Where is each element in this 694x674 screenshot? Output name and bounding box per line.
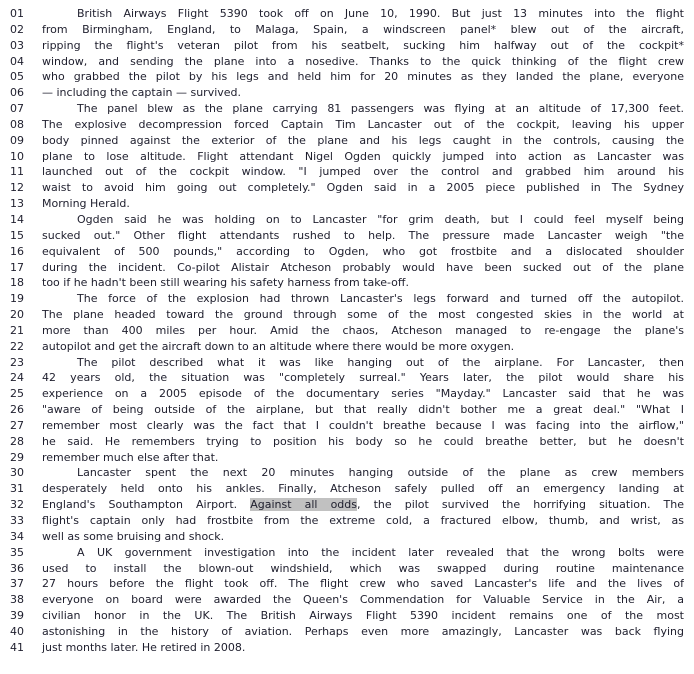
line-text bbox=[42, 244, 684, 260]
line-number: 27 bbox=[10, 418, 24, 432]
text-line bbox=[10, 624, 684, 640]
line-number: 02 bbox=[10, 22, 24, 36]
line-number: 08 bbox=[10, 117, 24, 131]
text-line bbox=[10, 101, 684, 117]
line-text bbox=[42, 164, 684, 180]
line-text bbox=[42, 180, 684, 196]
line-text bbox=[42, 370, 684, 386]
text-segment: just months later. He retired in 2008. bbox=[42, 640, 246, 654]
line-text bbox=[42, 54, 684, 70]
text-line bbox=[10, 54, 684, 70]
text-segment: 42 years old, the situation was "completely surreal." Years later, the pilot would share his bbox=[42, 371, 684, 385]
text-line bbox=[10, 434, 684, 450]
text-segment: body pinned against the exterior of the plane and his legs caught in the controls, causing the bbox=[42, 133, 684, 147]
text-line bbox=[10, 180, 684, 196]
line-text bbox=[42, 450, 684, 466]
line-number: 22 bbox=[10, 339, 24, 353]
text-line bbox=[10, 38, 684, 54]
line-text bbox=[42, 434, 684, 450]
line-text bbox=[42, 323, 684, 339]
text-line bbox=[10, 69, 684, 85]
line-number: 07 bbox=[10, 102, 24, 116]
text-segment: from Birmingham, England, to Malaga, Spain, a windscreen panel* blew out of the aircraft, bbox=[42, 22, 684, 36]
text-line bbox=[10, 133, 684, 149]
line-number: 35 bbox=[10, 545, 24, 559]
line-text bbox=[42, 275, 684, 291]
text-line bbox=[10, 529, 684, 545]
text-segment: The force of the explosion had thrown Lancaster's legs forward and turned off the autopilot. bbox=[77, 292, 684, 306]
text-segment: used to install the blown-out windshield, which was swapped during routine maintenance bbox=[42, 561, 684, 575]
line-text bbox=[42, 592, 684, 608]
text-segment: civilian honor in the UK. The British Airways Flight 5390 incident remains one of the most bbox=[42, 609, 684, 623]
line-text bbox=[42, 85, 684, 101]
line-number: 39 bbox=[10, 609, 24, 623]
line-number: 06 bbox=[10, 86, 24, 100]
line-number: 41 bbox=[10, 640, 24, 654]
line-number: 15 bbox=[10, 228, 24, 242]
text-line bbox=[10, 339, 684, 355]
line-text bbox=[42, 6, 684, 22]
text-line bbox=[10, 465, 684, 481]
line-number: 24 bbox=[10, 371, 24, 385]
text-segment: sucked out." Other flight attendants rushed to help. The pressure made Lancaster weigh "the bbox=[42, 228, 684, 242]
text-segment: window, and sending the plane into a nosedive. Thanks to the quick thinking of the flight crew bbox=[42, 54, 684, 68]
line-text bbox=[42, 212, 684, 228]
text-line bbox=[10, 576, 684, 592]
line-text bbox=[42, 117, 684, 133]
text-line bbox=[10, 386, 684, 402]
text-segment: everyone on board were awarded the Queen's Commendation for Valuable Service in the Air, a bbox=[42, 593, 684, 607]
text-line bbox=[10, 355, 684, 371]
line-text bbox=[42, 465, 684, 481]
text-line bbox=[10, 323, 684, 339]
line-number: 10 bbox=[10, 149, 24, 163]
text-segment: The explosive decompression forced Captain Tim Lancaster out of the cockpit, leaving his upper bbox=[42, 117, 684, 131]
line-number: 21 bbox=[10, 323, 24, 337]
text-segment: he said. He remembers trying to position his body so he could breathe better, but he doesn't bbox=[42, 434, 684, 448]
text-segment: remember most clearly was the fact that I couldn't breathe because I was facing into the airflow," bbox=[42, 418, 684, 432]
text-line bbox=[10, 6, 684, 22]
line-number: 37 bbox=[10, 577, 24, 591]
text-segment: autopilot and get the aircraft down to an altitude where there would be more oxygen. bbox=[42, 339, 515, 353]
line-number: 31 bbox=[10, 482, 24, 496]
line-number: 19 bbox=[10, 292, 24, 306]
line-text bbox=[42, 561, 684, 577]
text-segment: equivalent of 500 pounds," according to Ogden, who got frostbite and a dislocated shoulder bbox=[42, 244, 684, 258]
text-segment: Ogden said he was holding on to Lancaster "for grim death, but I could feel myself being bbox=[77, 212, 684, 226]
line-text bbox=[42, 196, 684, 212]
line-number: 23 bbox=[10, 355, 24, 369]
text-segment: plane to lose altitude. Flight attendant Nigel Ogden quickly jumped into action as Lancaster was bbox=[42, 149, 684, 163]
line-number: 05 bbox=[10, 70, 24, 84]
line-number: 36 bbox=[10, 561, 24, 575]
text-segment: The pilot described what it was like hanging out of the airplane. For Lancaster, then bbox=[77, 355, 684, 369]
line-number: 11 bbox=[10, 165, 24, 179]
text-segment: "aware of being outside of the airplane, but that really didn't bother me a great deal." "What I bbox=[42, 403, 684, 417]
text-line bbox=[10, 260, 684, 276]
line-text bbox=[42, 386, 684, 402]
line-number: 32 bbox=[10, 498, 24, 512]
line-text bbox=[42, 228, 684, 244]
text-segment: astonishing in the history of aviation. Perhaps even more amazingly, Lancaster was back flying bbox=[42, 624, 684, 638]
line-text bbox=[42, 307, 684, 323]
text-segment: experience on a 2005 episode of the documentary series "Mayday." Lancaster said that he was bbox=[42, 387, 684, 401]
text-line bbox=[10, 291, 684, 307]
line-text bbox=[42, 624, 684, 640]
line-text bbox=[42, 149, 684, 165]
text-segment: British Airways Flight 5390 took off on June 10, 1990. But just 13 minutes into the flight bbox=[77, 7, 684, 20]
line-text bbox=[42, 355, 684, 371]
line-text bbox=[42, 529, 684, 545]
text-line bbox=[10, 370, 684, 386]
text-segment: waist to avoid him going out completely." Ogden said in a 2005 piece published in The Sydney bbox=[42, 181, 684, 195]
text-segment: during the incident. Co-pilot Alistair Atcheson probably would have been sucked out of the plane bbox=[42, 260, 684, 274]
line-text bbox=[42, 576, 684, 592]
line-number: 04 bbox=[10, 54, 24, 68]
line-number: 28 bbox=[10, 434, 24, 448]
text-line bbox=[10, 228, 684, 244]
text-segment: 27 hours before the flight took off. The flight crew who saved Lancaster's life and the lives of bbox=[42, 577, 684, 591]
text-segment: launched out of the cockpit window. "I jumped over the control and grabbed him around his bbox=[42, 165, 684, 179]
text-segment: flight's captain only had frostbite from the extreme cold, a fractured elbow, thumb, and wrist, as bbox=[42, 514, 684, 527]
line-text bbox=[42, 69, 684, 85]
text-line bbox=[10, 149, 684, 165]
line-number: 16 bbox=[10, 244, 24, 258]
line-text bbox=[42, 22, 684, 38]
line-number: 40 bbox=[10, 624, 24, 638]
line-text bbox=[42, 481, 684, 497]
text-line bbox=[10, 212, 684, 228]
text-segment: A UK government investigation into the incident later revealed that the wrong bolts were bbox=[77, 545, 684, 559]
text-line bbox=[10, 402, 684, 418]
line-text bbox=[42, 339, 684, 355]
document-body bbox=[10, 6, 684, 656]
text-segment: more than 400 miles per hour. Amid the chaos, Atcheson managed to re-engage the plane's bbox=[42, 323, 684, 337]
text-line bbox=[10, 497, 684, 513]
text-line bbox=[10, 307, 684, 323]
line-number: 26 bbox=[10, 403, 24, 417]
text-line bbox=[10, 275, 684, 291]
text-segment: ripping the flight's veteran pilot from his seatbelt, sucking him halfway out of the cockpit* bbox=[42, 38, 684, 52]
text-segment: remember much else after that. bbox=[42, 450, 219, 464]
text-line bbox=[10, 85, 684, 101]
text-line bbox=[10, 450, 684, 466]
line-number: 03 bbox=[10, 38, 24, 52]
line-number: 01 bbox=[10, 7, 24, 20]
line-text bbox=[42, 101, 684, 117]
line-text bbox=[42, 640, 684, 656]
text-line bbox=[10, 640, 684, 656]
text-segment: England's Southampton Airport. bbox=[42, 498, 251, 512]
line-number: 20 bbox=[10, 308, 24, 322]
text-line bbox=[10, 545, 684, 561]
line-number: 12 bbox=[10, 181, 24, 195]
line-text bbox=[42, 513, 684, 529]
text-segment: The panel blew as the plane carrying 81 passengers was flying at an altitude of 17,300 feet. bbox=[77, 102, 684, 116]
line-number: 17 bbox=[10, 260, 24, 274]
line-number: 34 bbox=[10, 529, 24, 543]
text-segment: desperately held onto his ankles. Finally, Atcheson safely pulled off an emergency landing at bbox=[42, 482, 684, 496]
text-line bbox=[10, 481, 684, 497]
text-segment: — including the captain — survived. bbox=[42, 86, 242, 100]
highlighted-text: Against all odds bbox=[250, 498, 357, 512]
line-text bbox=[42, 545, 684, 561]
text-segment: , the pilot survived the horrifying situation. The bbox=[357, 498, 684, 512]
text-line bbox=[10, 196, 684, 212]
line-number: 29 bbox=[10, 450, 24, 464]
text-segment: who grabbed the pilot by his legs and held him for 20 minutes as they landed the plane, everyone bbox=[42, 70, 684, 84]
line-text bbox=[42, 402, 684, 418]
text-segment: Morning Herald. bbox=[42, 197, 130, 211]
text-line bbox=[10, 418, 684, 434]
line-number: 14 bbox=[10, 212, 24, 226]
text-line bbox=[10, 164, 684, 180]
text-line bbox=[10, 513, 684, 529]
line-number: 09 bbox=[10, 133, 24, 147]
line-number: 33 bbox=[10, 514, 24, 527]
text-line bbox=[10, 244, 684, 260]
line-text bbox=[42, 260, 684, 276]
line-text bbox=[42, 497, 684, 513]
line-number: 30 bbox=[10, 466, 24, 480]
line-number: 18 bbox=[10, 276, 24, 290]
line-number: 38 bbox=[10, 593, 24, 607]
text-segment: well as some bruising and shock. bbox=[42, 529, 225, 543]
line-text bbox=[42, 133, 684, 149]
text-line bbox=[10, 22, 684, 38]
line-text bbox=[42, 418, 684, 434]
line-text bbox=[42, 608, 684, 624]
line-text bbox=[42, 291, 684, 307]
text-line bbox=[10, 561, 684, 577]
text-segment: The plane headed toward the ground through some of the most congested skies in the world at bbox=[42, 308, 684, 322]
line-number: 25 bbox=[10, 387, 24, 401]
text-line bbox=[10, 117, 684, 133]
line-text bbox=[42, 38, 684, 54]
text-segment: too if he hadn't been still wearing his safety harness from take-off. bbox=[42, 276, 409, 290]
text-line bbox=[10, 592, 684, 608]
line-number: 13 bbox=[10, 197, 24, 211]
text-line bbox=[10, 608, 684, 624]
text-segment: Lancaster spent the next 20 minutes hanging outside of the plane as crew members bbox=[77, 466, 684, 480]
